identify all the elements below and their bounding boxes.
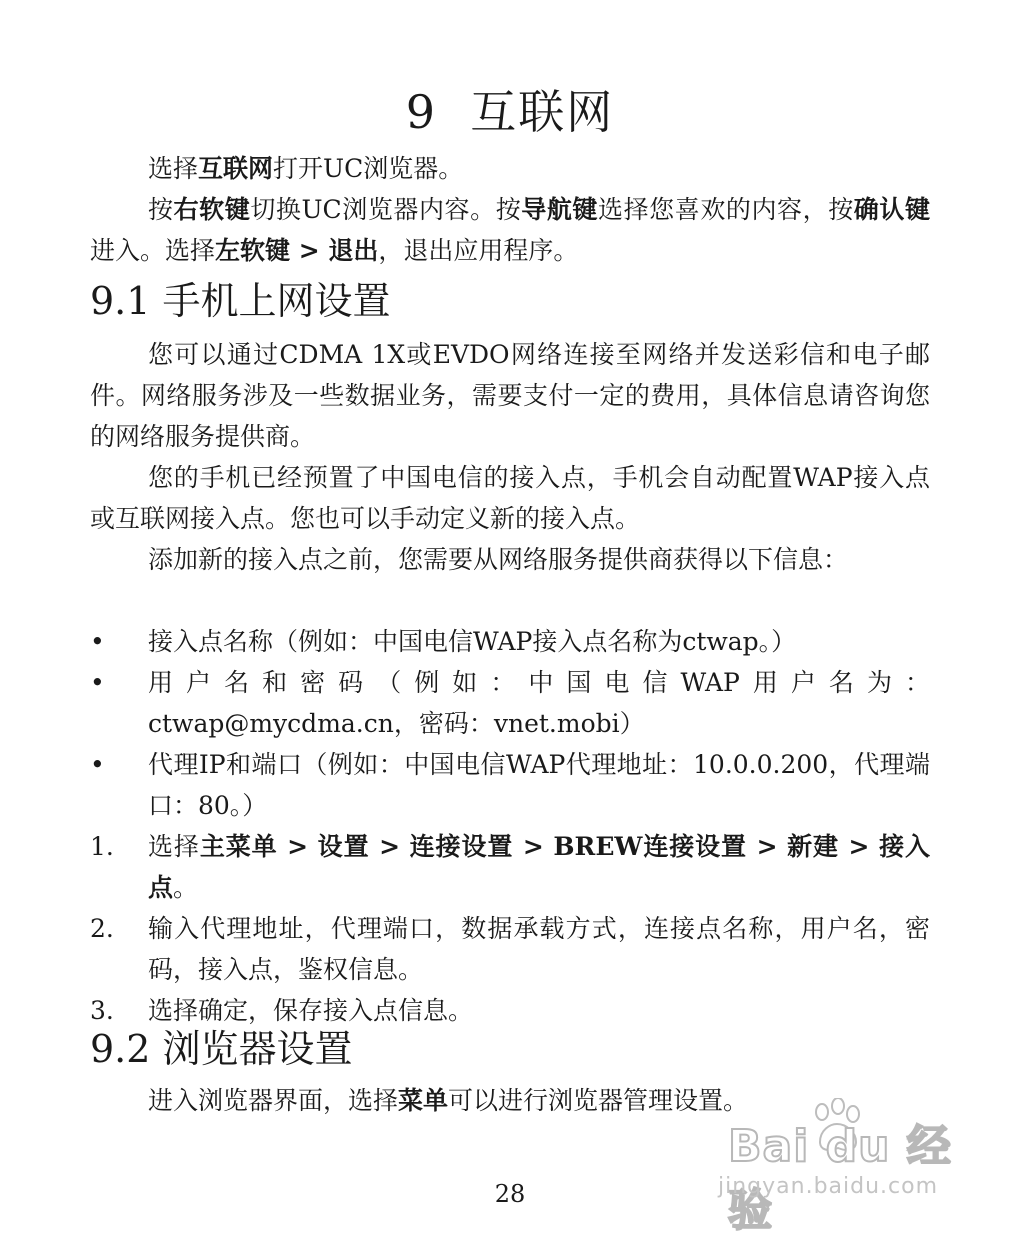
bullet-marker: • xyxy=(90,750,105,779)
chapter-title-text: 互联网 xyxy=(470,85,615,139)
intro-paragraph-1: 选择互联网打开UC浏览器。 xyxy=(148,154,464,183)
baidu-jingyan-watermark xyxy=(718,1096,978,1236)
section-title-9-2: 9.2 浏览器设置 xyxy=(90,1027,353,1071)
step-item-1: 1. 选择主菜单 > 设置 > 连接设置 > BREW连接设置 > 新建 > 接入点。 xyxy=(90,826,930,908)
chapter-number: 9 xyxy=(405,85,438,139)
step-item-3: 3. 选择确定，保存接入点信息。 xyxy=(90,990,930,1031)
step-number: 3. xyxy=(90,996,114,1025)
section1-paragraph-2: 您的手机已经预置了中国电信的接入点，手机会自动配置WAP接入点或互联网接入点。您也可以手动定义新的接入点。 xyxy=(90,463,930,533)
bullet-item: • 用户名和密码（例如：中国电信WAP用户名为：ctwap@mycdma.cn，密码：vnet.mobi） xyxy=(90,662,930,744)
step-number: 2. xyxy=(90,914,114,943)
section2-paragraph-1: 进入浏览器界面，选择菜单可以进行浏览器管理设置。 xyxy=(148,1086,749,1115)
bullet-item: • 接入点名称（例如：中国电信WAP接入点名称为ctwap。） xyxy=(90,621,930,662)
chapter-title xyxy=(0,82,1020,142)
step-item-2: 2. 输入代理地址，代理端口，数据承载方式，连接点名称，用户名，密码，接入点，鉴权信息。 xyxy=(90,908,930,990)
intro-paragraph-2: 按右软键切换UC浏览器内容。按导航键选择您喜欢的内容，按确认键进入。选择左软键 > 退出，退出应用程序。 xyxy=(90,195,930,265)
section1-paragraph-1: 您可以通过CDMA 1X或EVDO网络连接至网络并发送彩信和电子邮件。网络服务涉及一些数据业务，需要支付一定的费用，具体信息请咨询您的网络服务提供商。 xyxy=(90,340,930,451)
bullet-item: • 代理IP和端口（例如：中国电信WAP代理地址：10.0.0.200，代理端口：80。） xyxy=(90,744,930,826)
page-number: 28 xyxy=(494,1180,526,1208)
watermark-url: jingyan.baidu.com xyxy=(718,1174,939,1199)
section1-paragraph-3: 添加新的接入点之前，您需要从网络服务提供商获得以下信息： xyxy=(148,545,849,574)
step-number: 1. xyxy=(90,832,114,861)
section-title-9-1: 9.1 手机上网设置 xyxy=(90,279,391,323)
watermark-logo-text: Bai du 经验 xyxy=(728,1121,952,1236)
bullet-marker: • xyxy=(90,668,105,697)
bullet-marker: • xyxy=(90,627,105,656)
